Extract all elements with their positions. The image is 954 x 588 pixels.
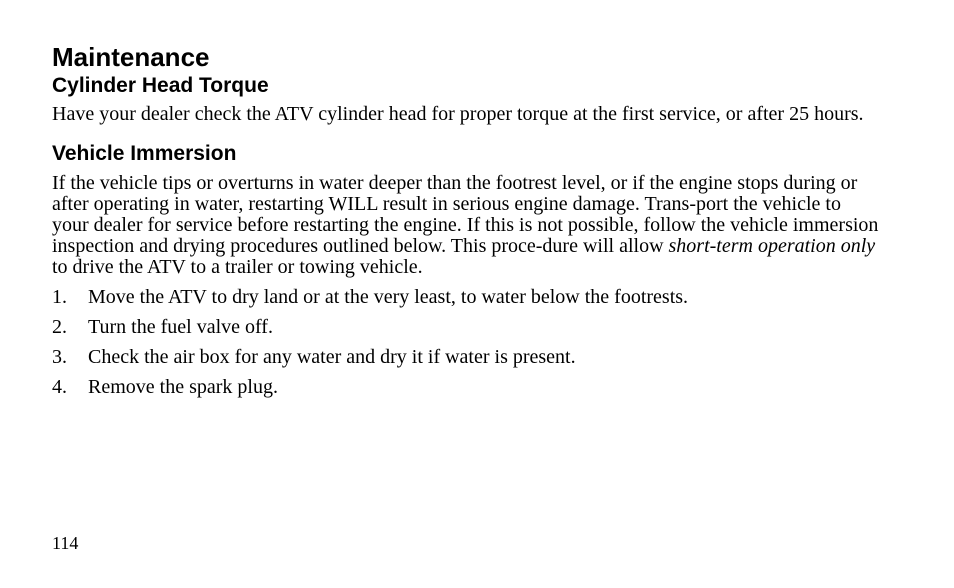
step-text: Remove the spark plug. — [88, 376, 278, 398]
list-item — [52, 346, 882, 368]
page-number: 114 — [52, 533, 79, 553]
immersion-text-part-1: If the vehicle tips or overturns in water deeper than the footrest level, or if the engine stops during or after operating in water, restarting WILL result in serious engine damage. Trans-port the vehicle to your dealer for service before restarting the engine. If this is not possible, follow the vehicle immersion inspection and drying procedures outlined below. This proce-dure will allow — [52, 172, 879, 257]
list-item — [52, 286, 882, 308]
immersion-text-part-2: to drive the ATV to a trailer or towing vehicle. — [52, 256, 423, 278]
cylinder-head-paragraph: Have your dealer check the ATV cylinder head for proper torque at the first service, or after 25 hours. — [52, 103, 864, 125]
step-text: Turn the fuel valve off. — [88, 316, 273, 338]
step-number: 3. — [52, 346, 67, 368]
list-item — [52, 316, 882, 338]
step-number: 4. — [52, 376, 67, 398]
step-number: 2. — [52, 316, 67, 338]
vehicle-immersion-heading: Vehicle Immersion — [52, 142, 237, 165]
immersion-emphasis: short-term operation only — [668, 235, 876, 257]
section-title: Maintenance — [52, 42, 210, 72]
immersion-steps-list — [52, 286, 882, 398]
step-text: Check the air box for any water and dry it if water is present. — [88, 346, 576, 368]
step-text: Move the ATV to dry land or at the very least, to water below the footrests. — [88, 286, 689, 308]
list-item — [52, 376, 882, 398]
vehicle-immersion-paragraph — [52, 173, 882, 278]
document-page — [52, 42, 882, 406]
step-number: 1. — [52, 286, 67, 308]
cylinder-head-heading: Cylinder Head Torque — [52, 74, 269, 97]
